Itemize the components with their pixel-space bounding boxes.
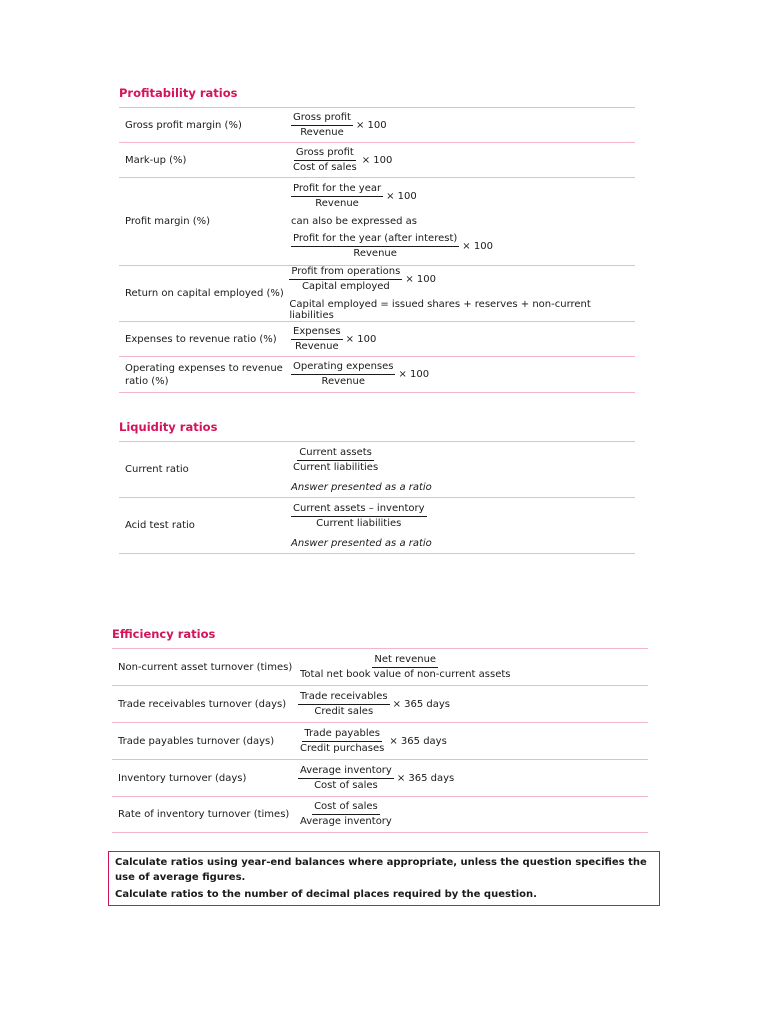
formula-fraction: $\frac{\text{Gross profit}}{\text{Revenue}}$ bbox=[293, 111, 351, 138]
table-row bbox=[112, 649, 648, 686]
formula-note: Capital employed = issued shares + reserves + non-current liabilities bbox=[289, 299, 591, 321]
formula-fraction: $\frac{\text{Net revenue}}{\text{Total net book value of non-current assets}}$ bbox=[300, 653, 511, 680]
table-row: Trade receivables turnover (days) $\frac{\text{Trade receivables}}{\text{Credit sales}}$ × 365 days bbox=[112, 686, 648, 723]
formula-fraction: $\frac{\text{Trade receivables}}{\text{Credit sales}}$ bbox=[300, 690, 388, 717]
efficiency-table bbox=[112, 648, 648, 833]
ratio-label: Acid test ratio bbox=[125, 520, 195, 531]
table-row: Return on capital employed (%) $\frac{\text{Profit from operations}}{\text{Capital employed}}$ × 100 Capital employed = issued shares + reserves + non-current liabilities bbox=[119, 266, 635, 322]
formula-fraction: $\frac{\text{Expenses}}{\text{Revenue}}$ bbox=[293, 325, 341, 352]
table-row: Inventory turnover (days) $\frac{\text{Average inventory}}{\text{Cost of sales}}$ × 365 days bbox=[112, 760, 648, 797]
ratio-label: Inventory turnover (days) bbox=[118, 772, 247, 784]
ratio-label: Operating expenses to revenue ratio (%) bbox=[125, 362, 283, 387]
formula-note: can also be expressed as bbox=[291, 216, 417, 227]
table-row bbox=[119, 442, 635, 498]
table-row bbox=[112, 797, 648, 833]
ratio-label: Non-current asset turnover (times) bbox=[118, 661, 293, 673]
ratio-label: Rate of inventory turnover (times) bbox=[118, 809, 290, 820]
formula-fraction: $\frac{\text{Profit from operations}}{\text{Capital employed}}$ bbox=[291, 266, 401, 292]
formula-note: Answer presented as a ratio bbox=[291, 481, 432, 493]
liquidity-table bbox=[119, 441, 635, 554]
section-title: Liquidity ratios bbox=[119, 420, 218, 434]
formula-fraction: $\frac{\text{Profit for the year (after interest)}}{\text{Revenue}}$ bbox=[293, 233, 458, 259]
formula-fraction: $\frac{\text{Trade payables}}{\text{Credit purchases}}$ bbox=[300, 727, 385, 754]
profitability-section bbox=[119, 86, 635, 393]
table-row: Expenses to revenue ratio (%) $\frac{\text{Expenses}}{\text{Revenue}}$ × 100 bbox=[119, 322, 635, 357]
table-row bbox=[119, 498, 635, 554]
ratio-label: Current ratio bbox=[125, 464, 189, 475]
section-title: Profitability ratios bbox=[119, 86, 238, 100]
table-row: Gross profit margin (%) $\frac{\text{Gross profit}}{\text{Revenue}}$ × 100 bbox=[119, 108, 635, 143]
formula-note: Answer presented as a ratio bbox=[291, 537, 432, 549]
formula-fraction: $\frac{\text{Gross profit}}{\text{Cost of sales}}$ bbox=[293, 146, 357, 173]
formula-fraction: $\frac{\text{Current assets – inventory}}{\text{Current liabilities}}$ bbox=[293, 502, 425, 529]
instruction-line: Calculate ratios to the number of decimal places required by the question. bbox=[115, 889, 537, 900]
table-row: Trade payables turnover (days) $\frac{\text{Trade payables}}{\text{Credit purchases}}$ × 365 days bbox=[112, 723, 648, 760]
ratio-label: Trade receivables turnover (days) bbox=[118, 698, 287, 710]
formula-fraction: $\frac{\text{Operating expenses}}{\text{Revenue}}$ bbox=[293, 361, 394, 387]
table-row: Mark-up (%) $\frac{\text{Gross profit}}{\text{Cost of sales}}$ × 100 bbox=[119, 143, 635, 178]
ratio-label: Gross profit margin (%) bbox=[125, 119, 242, 131]
ratio-label: Trade payables turnover (days) bbox=[118, 735, 275, 747]
formula-fraction: $\frac{\text{Cost of sales}}{\text{Average inventory}}$ bbox=[300, 801, 392, 827]
formula-fraction: $\frac{\text{Average inventory}}{\text{Cost of sales}}$ bbox=[300, 764, 392, 791]
section-title: Efficiency ratios bbox=[112, 627, 216, 641]
formula-fraction: $\frac{\text{Profit for the year}}{\text{Revenue}}$ bbox=[293, 183, 382, 209]
formula-fraction: $\frac{\text{Current assets}}{\text{Current liabilities}}$ bbox=[293, 446, 379, 473]
ratio-label: Expenses to revenue ratio (%) bbox=[125, 333, 277, 345]
ratio-label: Mark-up (%) bbox=[125, 154, 187, 166]
table-row: Profit margin (%) $\frac{\text{Profit for the year}}{\text{Revenue}}$ × 100 can also be expressed as $\frac{\text{Profit for the year (after interest)}}{\text{Revenue}}$ × 100 bbox=[119, 178, 635, 266]
efficiency-section bbox=[112, 627, 648, 833]
liquidity-section bbox=[119, 420, 635, 554]
ratio-label: Return on capital employed (%) bbox=[125, 288, 284, 299]
ratio-label: Profit margin (%) bbox=[125, 216, 211, 227]
instructions-box bbox=[108, 851, 660, 906]
table-row: Operating expenses to revenue ratio (%) $\frac{\text{Operating expenses}}{\text{Revenue}}$ × 100 bbox=[119, 357, 635, 393]
profitability-table bbox=[119, 107, 635, 393]
instruction-line: Calculate ratios using year-end balances where appropriate, unless the question specifies the use of average figures. bbox=[115, 857, 647, 883]
